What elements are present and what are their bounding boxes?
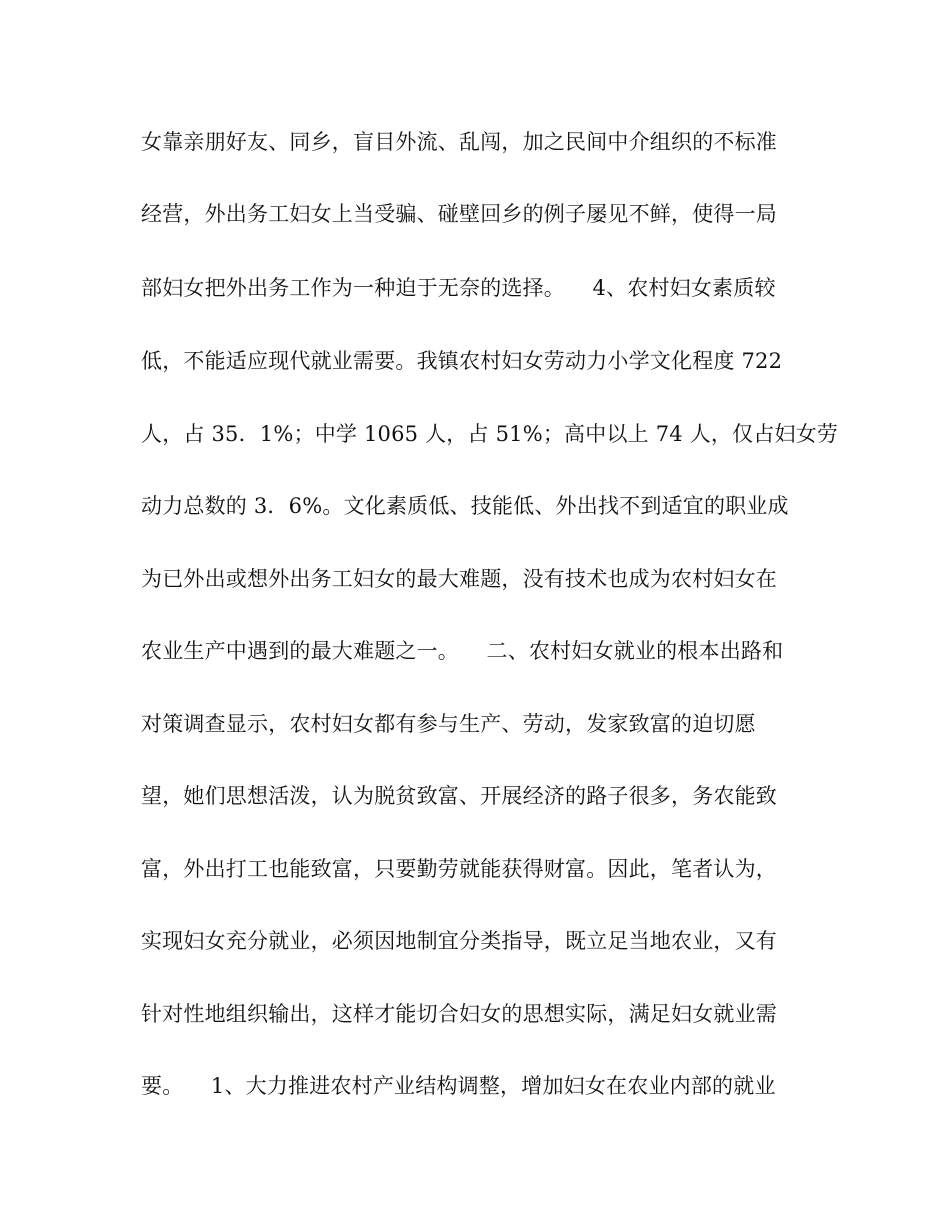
text-line-14: 要。 1、大力推进农村产业结构调整，增加妇女在农业内部的就业 [141,1074,776,1098]
text-line-8: 农业生产中遇到的最大难题之一。 二、农村妇女就业的根本出路和 [141,639,784,663]
text-line-5: 人，占 35．1%；中学 1065 人，占 51%；高中以上 74 人，仅占妇女劳 [141,422,839,446]
text-line-9: 对策调查显示，农村妇女都有参与生产、劳动，发家致富的迫切愿 [141,712,756,736]
text-line-7: 为已外出或想外出务工妇女的最大难题，没有技术也成为农村妇女在 [141,567,777,591]
text-line-12: 实现妇女充分就业，必须因地制宜分类指导，既立足当地农业，又有 [141,929,777,953]
text-line-1: 女靠亲朋好友、同乡，盲目外流、乱闯，加之民间中介组织的不标准 [141,130,777,154]
text-line-2: 经营，外出务工妇女上当受骗、碰壁回乡的例子屡见不鲜，使得一局 [141,202,777,226]
text-line-11: 富，外出打工也能致富，只要勤劳就能获得财富。因此，笔者认为， [141,857,777,881]
text-line-3: 部妇女把外出务工作为一种迫于无奈的选择。 4、农村妇女素质较 [141,276,776,300]
text-line-10: 望，她们思想活泼，认为脱贫致富、开展经济的路子很多，务农能致 [141,784,777,808]
text-line-4: 低，不能适应现代就业需要。我镇农村妇女劳动力小学文化程度 722 [141,349,783,373]
text-line-13: 针对性地组织输出，这样才能切合妇女的思想实际，满足妇女就业需 [141,1002,777,1026]
text-line-6: 动力总数的 3．6%。文化素质低、技能低、外出找不到适宜的职业成 [141,494,789,518]
